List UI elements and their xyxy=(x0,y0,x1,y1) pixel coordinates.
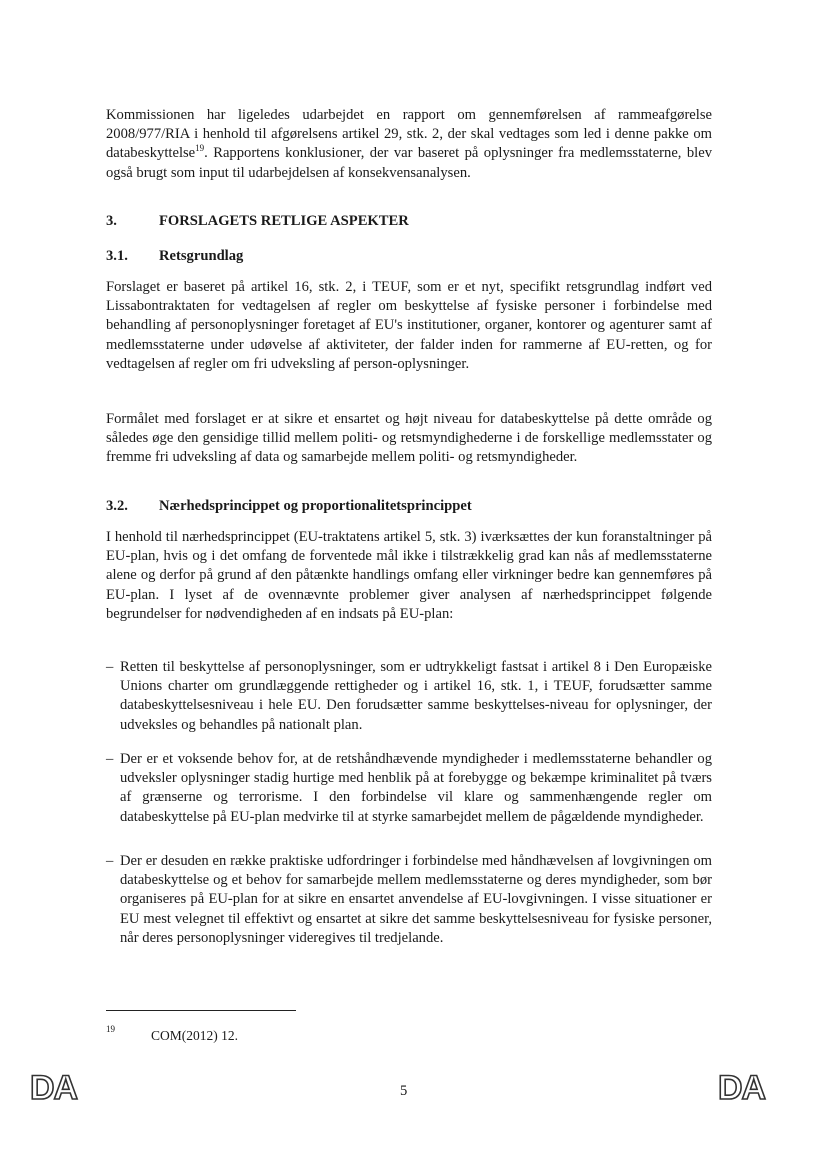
legal-basis-paragraph: Forslaget er baseret på artikel 16, stk. 2, i TEUF, som er et nyt, specifikt retsgrundlag indført ved Lissabontraktaten for vedtagelsen af regler om beskyttelse af fysiske personer i forbindelse med behandling af personoplysninger foretaget af EU's institutioner, organer, kontorer og agenturer samt af medlemsstaterne under udøvelse af aktiviteter, der falder inden for rammerne af EU-retten, og for vedtagelsen af regler om fri udveksling af person-oplysninger. xyxy=(106,279,712,372)
footnote-text: COM(2012) 12. xyxy=(151,1028,238,1043)
footnote-ref-19[interactable]: 19 xyxy=(195,143,205,154)
bullet-item-2 xyxy=(106,750,712,827)
bullet-item-1 xyxy=(106,658,712,735)
bullet-item-3 xyxy=(106,852,712,948)
section-3-title: FORSLAGETS RETLIGE ASPEKTER xyxy=(159,213,409,229)
section-3-2-title: Nærhedsprincippet og proportionalitetsprincippet xyxy=(159,498,472,514)
section-3-1-title: Retsgrundlag xyxy=(159,248,244,264)
intro-paragraph: Kommissionen har ligeledes udarbejdet en rapport om gennemførelsen af rammeafgørelse 2008/977/RIA i henhold til afgørelsens artikel 29, stk. 2, der skal vedtages som led i denne pakke om databeskyttelse$^{19}$. Rapportens konklusioner, der var baseret på oplysninger fra medlemsstaterne, blev også brugt som input til udarbejdelsen af konsekvensanalysen. xyxy=(106,107,712,181)
purpose-paragraph: Formålet med forslaget er at sikre et ensartet og højt niveau for databeskyttelse på dette område og således øge den gensidige tillid mellem politi- og retsmyndighederne i de forskellige medlemsstater og fremme fri udveksling af data og samarbejde mellem politi- og retsmyndigheder. xyxy=(106,411,712,466)
dash-icon: – xyxy=(106,659,114,675)
dash-icon: – xyxy=(106,853,114,869)
bullet-text: Der er desuden en række praktiske udfordringer i forbindelse med håndhævelsen af lovgivningen om databeskyttelse og et behov for samarbejde mellem medlemsstaterne og deres myndigheder, som bør organiseres på EU-plan for at sikre en ensartet anvendelse af EU-lovgivningen. I visse situationer er EU mest velegnet til effektivt og ensartet at sikre det samme beskyttelsesniveau for fysiske personer, når deres personoplysninger videregives til tredjelande. xyxy=(120,853,712,946)
subsidiarity-paragraph: I henhold til nærhedsprincippet (EU-traktatens artikel 5, stk. 3) iværksættes der kun foranstaltninger på EU-plan, hvis og i det omfang de forventede mål ikke i tilstrækkelig grad kan nås af medlemsstaterne alene og derfor på grund af den påtænkte handlings omfang eller virkninger bedre kan gennemføres på EU-plan. I lyset af de ovennævnte problemer giver analysen af nærhedsprincippet følgende begrundelser for nødvendigheden af en indsats på EU-plan: xyxy=(106,529,712,622)
page-number: 5 xyxy=(400,1083,408,1099)
section-3-2-number: 3.2. xyxy=(106,498,128,514)
bullet-text: Retten til beskyttelse af personoplysninger, som er udtrykkeligt fastsat i artikel 8 i Den Europæiske Unions charter om grundlæggende rettigheder og i artikel 16, stk. 1, i TEUF, forudsætter samme databeskyttelsesniveau i hele EU. Den forudsætter samme beskyttelses-niveau for oplysninger, der udveksles og behandles på nationalt plan. xyxy=(120,659,712,733)
language-code-left: DA xyxy=(30,1069,78,1107)
dash-icon: – xyxy=(106,751,114,767)
section-3-number: 3. xyxy=(106,213,117,229)
language-code-right: DA xyxy=(718,1069,766,1107)
footnote-number: 19 xyxy=(106,1024,115,1034)
section-3-1-number: 3.1. xyxy=(106,248,128,264)
bullet-text: Der er et voksende behov for, at de retshåndhævende myndigheder i medlemsstaterne behandler og udveksler oplysninger stadig hurtige med henblik på at forebygge og bekæmpe kriminalitet på tværs af grænserne og terrorisme. I den forbindelse vil klare og sammenhængende regler om databeskyttelse på EU-plan medvirke til at styrke samarbejdet mellem de pågældende myndigheder. xyxy=(120,751,712,825)
footnote-divider xyxy=(106,1010,296,1011)
